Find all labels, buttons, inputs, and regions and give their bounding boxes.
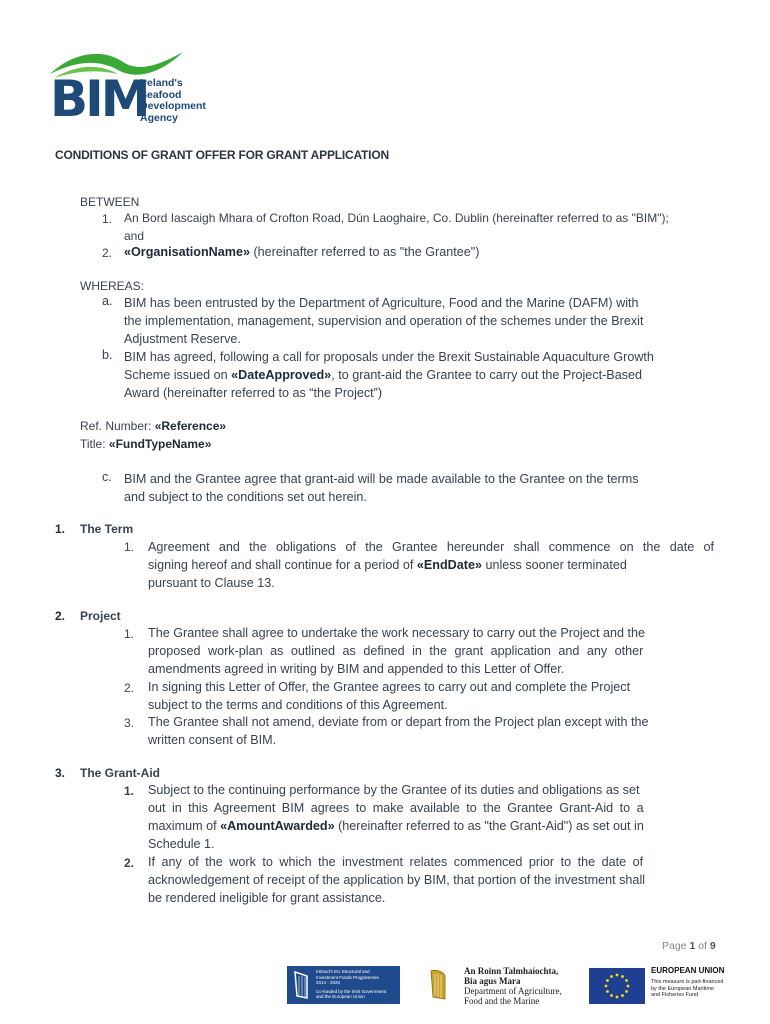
clause-line xyxy=(148,556,714,574)
eu-logo xyxy=(589,966,749,1004)
text-line: and the European Union xyxy=(316,994,365,999)
clause-number: 2. xyxy=(124,681,135,695)
logo-subtitle xyxy=(140,78,206,124)
list-number: 2. xyxy=(102,246,113,260)
eu-text xyxy=(651,979,751,999)
page-number xyxy=(662,940,716,952)
list-letter: b. xyxy=(102,348,113,362)
text: signing hereof and shall continue for a period of xyxy=(148,558,417,572)
amount-awarded-field: «AmountAwarded» xyxy=(220,819,335,833)
text-line: Investment Funds Programmes xyxy=(316,974,379,980)
flag-star xyxy=(616,974,619,977)
section-title: The Term xyxy=(80,522,134,536)
eu-flag-icon xyxy=(589,968,645,1004)
dafm-text xyxy=(464,966,574,1006)
clause-line: subject to the terms and conditions of this Agreement. xyxy=(148,698,448,712)
logo-line: Ireland's xyxy=(140,77,183,89)
text-line: Food and the Marine xyxy=(464,996,540,1006)
text-line: Co-funded by the Irish Government xyxy=(316,988,387,994)
page-total: 9 xyxy=(709,940,716,952)
whereas-a-line: Adjustment Reserve. xyxy=(124,332,241,346)
text-line: 2014 - 2020 xyxy=(316,980,341,985)
clause-line: Agreement and the obligations of the Grantee hereunder shall commence on the date of xyxy=(148,540,714,554)
clause-number: 2. xyxy=(124,856,135,870)
list-letter: c. xyxy=(102,470,112,484)
clause-number: 3. xyxy=(124,716,135,730)
clause-line: If any of the work to which the investment relates commenced prior to the date of xyxy=(148,855,644,869)
organisation-name-field: «OrganisationName» xyxy=(124,245,250,259)
text-line: by the European Maritime xyxy=(651,985,714,992)
end-date-field: «EndDate» xyxy=(416,558,482,572)
whereas-b-line: BIM has agreed, following a call for proposals under the Brexit Sustainable Aquaculture Growth xyxy=(124,350,654,364)
text-line: This measure is part-financed xyxy=(651,979,724,985)
text: , to grant-aid the Grantee to carry out the Project-Based xyxy=(331,368,643,382)
clause-line: The Grantee shall agree to undertake the work necessary to carry out the Project and the xyxy=(148,626,646,640)
flag-star xyxy=(625,979,628,982)
page-current: 1 xyxy=(689,940,696,952)
clause-line: amendments agreed in writing by BIM and appended to this Letter of Offer. xyxy=(148,662,565,676)
reference-field: «Reference» xyxy=(154,419,227,433)
logo-line: Agency xyxy=(140,111,178,124)
whereas-c-line: BIM and the Grantee agree that grant-aid will be made available to the Grantee on the terms xyxy=(124,472,639,486)
flag-star xyxy=(627,985,630,988)
list-number: 1. xyxy=(102,212,113,226)
section-title: Project xyxy=(80,609,121,623)
list-letter: a. xyxy=(102,294,113,308)
party-1-line-1: An Bord Iascaigh Mhara of Crofton Road, Dún Laoghaire, Co. Dublin (hereinafter referred to as "BIM"); xyxy=(124,211,669,225)
title-label: Title: xyxy=(80,437,109,451)
clause-line: acknowledgement of receipt of the application by BIM, that portion of the investment shall xyxy=(148,873,646,887)
flag-star xyxy=(606,990,609,993)
section-number: 1. xyxy=(55,522,66,536)
bim-logo xyxy=(48,44,218,128)
text: Scheme issued on xyxy=(124,368,232,382)
title-line xyxy=(80,435,211,453)
clause-line xyxy=(148,817,644,835)
reference-line xyxy=(80,417,226,435)
flag-star xyxy=(610,994,613,997)
flag-star xyxy=(621,975,624,978)
clause-line: written consent of BIM. xyxy=(148,733,277,747)
clause-number: 1. xyxy=(124,784,135,798)
page-of: of xyxy=(695,940,710,952)
whereas-a-line: the implementation, management, supervision and operation of the schemes under the Brexit xyxy=(124,314,644,328)
dafm-logo xyxy=(424,966,574,1004)
date-approved-field: «DateApproved» xyxy=(231,368,332,382)
party-2-line xyxy=(124,243,479,261)
clause-line: Schedule 1. xyxy=(148,837,215,851)
flag-star xyxy=(605,985,608,988)
flag-background xyxy=(589,968,645,1004)
text-line: Department of Agriculture, xyxy=(464,986,562,996)
section-title: The Grant-Aid xyxy=(80,766,160,780)
text: unless sooner terminated xyxy=(481,558,627,572)
eu-structural-text xyxy=(316,969,398,1000)
section-number: 3. xyxy=(55,766,66,780)
flag-star xyxy=(621,994,624,997)
logo-line: Development xyxy=(140,100,206,112)
text-line: Bia agus Mara xyxy=(464,976,521,986)
text-line: Ireland's EU Structural and xyxy=(316,969,370,974)
text-line: An Roinn Talmhaíochta, xyxy=(464,966,559,976)
text: (hereinafter referred to as "the Grant-Aid") as set out in xyxy=(334,819,644,833)
flag-star xyxy=(610,975,613,978)
whereas-c-line: and subject to the conditions set out herein. xyxy=(124,490,367,504)
logo-line: Seafood xyxy=(140,88,182,101)
harp-icon xyxy=(291,970,311,1000)
party-2-text: (hereinafter referred to as "the Grantee") xyxy=(249,245,480,259)
eu-structural-funds-logo xyxy=(287,966,400,1004)
whereas-b-line xyxy=(124,366,642,384)
party-1-line-2: and xyxy=(124,229,145,243)
clause-line: The Grantee shall not amend, deviate from or depart from the Project plan except with the xyxy=(148,715,649,729)
whereas-b-line: Award (hereinafter referred to as “the Project”) xyxy=(124,386,383,400)
logo-wordmark: BIM xyxy=(50,70,148,128)
document-title: CONDITIONS OF GRANT OFFER FOR GRANT APPLICATION xyxy=(55,148,389,162)
text: maximum of xyxy=(148,819,221,833)
section-number: 2. xyxy=(55,609,66,623)
flag-star xyxy=(625,990,628,993)
whereas-a-line: BIM has been entrusted by the Department of Agriculture, Food and the Marine (DAFM) with xyxy=(124,296,639,310)
text xyxy=(148,556,627,574)
page-label: Page xyxy=(662,940,690,952)
eu-title: EUROPEAN UNION xyxy=(651,966,725,975)
clause-line: proposed work-plan as outlined as defined in the grant application and any other xyxy=(148,644,644,658)
clause-line: Subject to the continuing performance by the Grantee of its duties and obligations as set xyxy=(148,783,640,797)
harp-icon xyxy=(426,968,450,1002)
clause-line: be rendered ineligible for grant assistance. xyxy=(148,891,386,905)
flag-star xyxy=(616,996,619,999)
clause-line: pursuant to Clause 13. xyxy=(148,576,275,590)
fund-type-field: «FundTypeName» xyxy=(108,437,212,451)
between-label: BETWEEN xyxy=(80,195,140,209)
text-line: and Fisheries Fund xyxy=(651,992,699,998)
clause-number: 1. xyxy=(124,540,135,554)
whereas-label: WHEREAS: xyxy=(80,279,145,293)
reference-label: Ref. Number: xyxy=(80,419,155,433)
clause-line: out in this Agreement BIM agrees to make available to the Grantee Grant-Aid to a xyxy=(148,801,644,815)
flag-star xyxy=(606,979,609,982)
clause-number: 1. xyxy=(124,627,135,641)
clause-line: In signing this Letter of Offer, the Grantee agrees to carry out and complete the Project xyxy=(148,680,631,694)
